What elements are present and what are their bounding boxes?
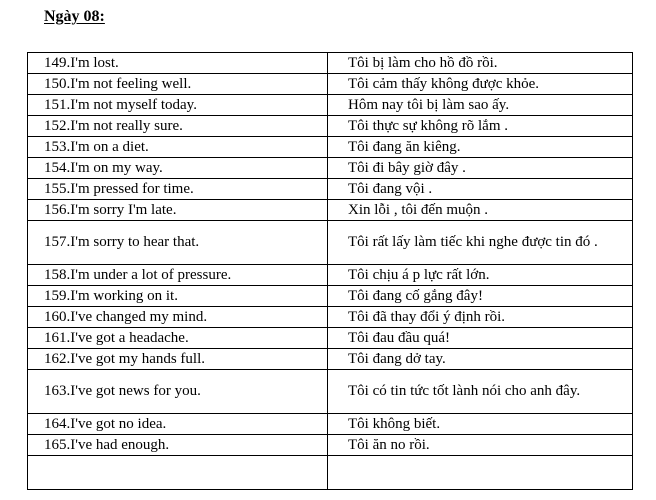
table-row	[28, 265, 633, 286]
table-row	[28, 200, 633, 221]
table-row	[28, 137, 633, 158]
english-phrase: 165.I've had enough.	[28, 435, 328, 456]
english-phrase: 149.I'm lost.	[28, 53, 328, 74]
table-row	[28, 328, 633, 349]
table-row	[28, 116, 633, 137]
english-phrase: 164.I've got no idea.	[28, 414, 328, 435]
vietnamese-translation: Tôi đang ăn kiêng.	[328, 137, 633, 158]
table-row	[28, 414, 633, 435]
table-row	[28, 179, 633, 200]
phrase-table	[27, 52, 633, 490]
english-phrase: 152.I'm not really sure.	[28, 116, 328, 137]
table-row	[28, 307, 633, 328]
vietnamese-translation: Xin lỗi , tôi đến muộn .	[328, 200, 633, 221]
table-row-empty	[28, 456, 633, 490]
english-phrase: 160.I've changed my mind.	[28, 307, 328, 328]
vietnamese-translation: Tôi chịu á p lực rất lớn.	[328, 265, 633, 286]
english-phrase: 159.I'm working on it.	[28, 286, 328, 307]
english-phrase: 157.I'm sorry to hear that.	[28, 221, 328, 265]
vietnamese-translation: Tôi cảm thấy không được khỏe.	[328, 74, 633, 95]
english-phrase: 154.I'm on my way.	[28, 158, 328, 179]
vietnamese-translation: Tôi đau đầu quá!	[328, 328, 633, 349]
vietnamese-translation: Tôi có tin tức tốt lành nói cho anh đây.	[328, 370, 633, 414]
table-row	[28, 74, 633, 95]
vietnamese-translation: Tôi bị làm cho hồ đồ rồi.	[328, 53, 633, 74]
table-row	[28, 286, 633, 307]
vietnamese-translation: Tôi đang cố gắng đây!	[328, 286, 633, 307]
vietnamese-translation: Hôm nay tôi bị làm sao ấy.	[328, 95, 633, 116]
english-phrase: 158.I'm under a lot of pressure.	[28, 265, 328, 286]
vietnamese-translation: Tôi ăn no rồi.	[328, 435, 633, 456]
table-row	[28, 370, 633, 414]
vietnamese-translation: Tôi đi bây giờ đây .	[328, 158, 633, 179]
english-phrase: 150.I'm not feeling well.	[28, 74, 328, 95]
english-phrase: 155.I'm pressed for time.	[28, 179, 328, 200]
vietnamese-translation: Tôi thực sự không rõ lắm .	[328, 116, 633, 137]
vietnamese-translation: Tôi đã thay đổi ý định rồi.	[328, 307, 633, 328]
table-row	[28, 221, 633, 265]
vietnamese-translation: Tôi đang vội .	[328, 179, 633, 200]
empty-cell	[328, 456, 633, 490]
english-phrase: 163.I've got news for you.	[28, 370, 328, 414]
vietnamese-translation: Tôi không biết.	[328, 414, 633, 435]
table-row	[28, 158, 633, 179]
vietnamese-translation: Tôi đang dở tay.	[328, 349, 633, 370]
english-phrase: 156.I'm sorry I'm late.	[28, 200, 328, 221]
day-heading: Ngày 08:	[44, 8, 105, 25]
english-phrase: 153.I'm on a diet.	[28, 137, 328, 158]
table-row	[28, 95, 633, 116]
vietnamese-translation: Tôi rất lấy làm tiếc khi nghe được tin đó .	[328, 221, 633, 265]
english-phrase: 151.I'm not myself today.	[28, 95, 328, 116]
table-row	[28, 53, 633, 74]
english-phrase: 162.I've got my hands full.	[28, 349, 328, 370]
english-phrase: 161.I've got a headache.	[28, 328, 328, 349]
table-row	[28, 435, 633, 456]
table-row	[28, 349, 633, 370]
empty-cell	[28, 456, 328, 490]
